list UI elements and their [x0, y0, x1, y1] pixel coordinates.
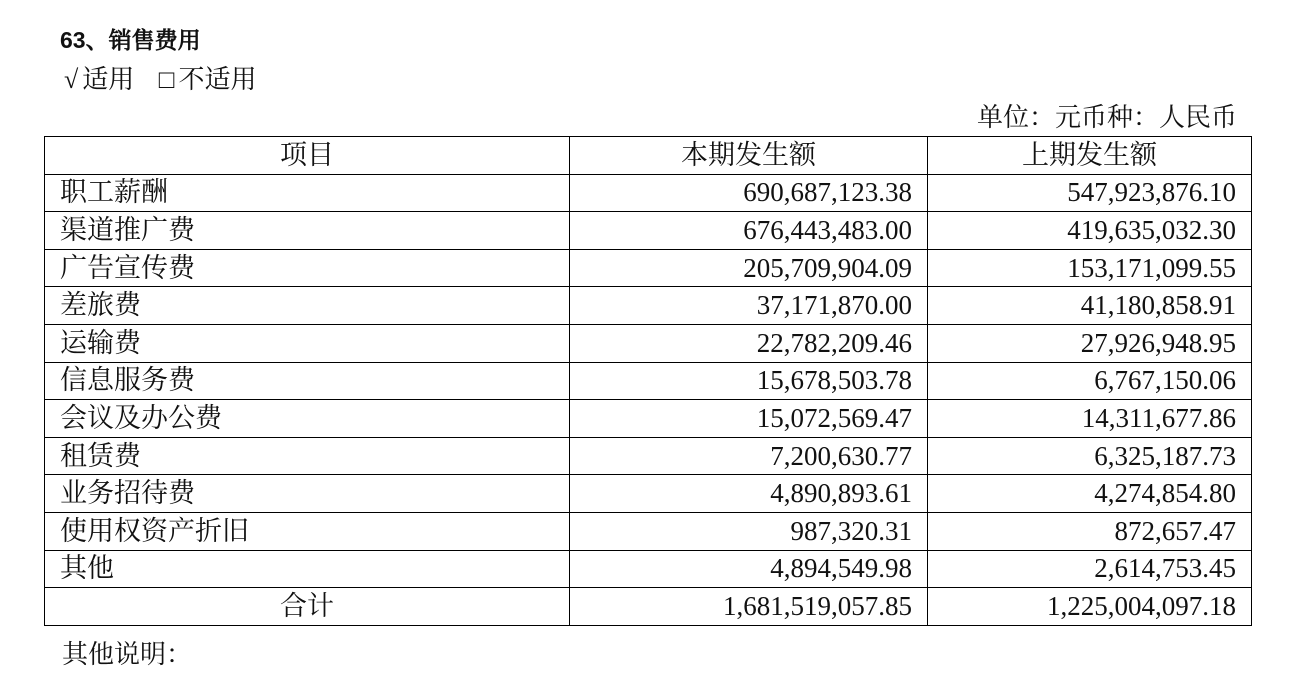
other-notes-label: 其他说明： [62, 640, 193, 669]
table-row [45, 174, 1252, 212]
current-amount-cell: 15,072,569.47 [570, 400, 928, 438]
item-cell: 职工薪酬 [45, 174, 570, 212]
empty-checkbox-icon: □ [158, 65, 175, 94]
current-amount-cell: 7,200,630.77 [570, 437, 928, 475]
previous-amount-cell: 41,180,858.91 [928, 287, 1252, 325]
not-applicable-option [159, 63, 257, 97]
item-cell: 会议及办公费 [45, 400, 570, 438]
previous-amount-cell: 547,923,876.10 [928, 174, 1252, 212]
previous-amount-cell: 6,767,150.06 [928, 362, 1252, 400]
table-row [45, 550, 1252, 588]
check-mark-icon: √ [64, 65, 79, 94]
selling-expenses-table [44, 136, 1252, 626]
table-row [45, 400, 1252, 438]
previous-amount-cell: 4,274,854.80 [928, 475, 1252, 513]
section-title: 63、销售费用 [60, 27, 201, 53]
previous-amount-cell: 2,614,753.45 [928, 550, 1252, 588]
not-applicable-label: 不适用 [178, 65, 257, 94]
total-label-cell: 合计 [45, 588, 570, 626]
previous-amount-cell: 153,171,099.55 [928, 249, 1252, 287]
current-amount-cell: 676,443,483.00 [570, 212, 928, 250]
current-amount-cell: 987,320.31 [570, 512, 928, 550]
table-row [45, 362, 1252, 400]
item-cell: 业务招待费 [45, 475, 570, 513]
item-cell: 使用权资产折旧 [45, 512, 570, 550]
item-cell: 差旅费 [45, 287, 570, 325]
previous-amount-cell: 14,311,677.86 [928, 400, 1252, 438]
total-previous-amount-cell: 1,225,004,097.18 [928, 588, 1252, 626]
previous-amount-cell: 872,657.47 [928, 512, 1252, 550]
applicability-options [64, 63, 275, 97]
current-amount-cell: 690,687,123.38 [570, 174, 928, 212]
current-amount-cell: 205,709,904.09 [570, 249, 928, 287]
current-amount-cell: 4,894,549.98 [570, 550, 928, 588]
table-header-row [45, 137, 1252, 175]
previous-amount-cell: 419,635,032.30 [928, 212, 1252, 250]
current-amount-cell: 4,890,893.61 [570, 475, 928, 513]
previous-amount-cell: 6,325,187.73 [928, 437, 1252, 475]
table-row [45, 249, 1252, 287]
header-previous-period: 上期发生额 [928, 137, 1252, 175]
table-row [45, 512, 1252, 550]
table-row [45, 287, 1252, 325]
item-cell: 广告宣传费 [45, 249, 570, 287]
table-row [45, 437, 1252, 475]
table-row [45, 212, 1252, 250]
current-amount-cell: 15,678,503.78 [570, 362, 928, 400]
table-row [45, 324, 1252, 362]
applicable-option [64, 63, 134, 97]
item-cell: 租赁费 [45, 437, 570, 475]
table-row [45, 475, 1252, 513]
total-current-amount-cell: 1,681,519,057.85 [570, 588, 928, 626]
header-item: 项目 [45, 137, 570, 175]
item-cell: 其他 [45, 550, 570, 588]
item-cell: 渠道推广费 [45, 212, 570, 250]
item-cell: 运输费 [45, 324, 570, 362]
total-row [45, 588, 1252, 626]
applicable-label: 适用 [82, 65, 135, 94]
unit-currency-note: 单位：元币种：人民币 [976, 103, 1237, 132]
previous-amount-cell: 27,926,948.95 [928, 324, 1252, 362]
header-current-period: 本期发生额 [570, 137, 928, 175]
current-amount-cell: 22,782,209.46 [570, 324, 928, 362]
current-amount-cell: 37,171,870.00 [570, 287, 928, 325]
item-cell: 信息服务费 [45, 362, 570, 400]
